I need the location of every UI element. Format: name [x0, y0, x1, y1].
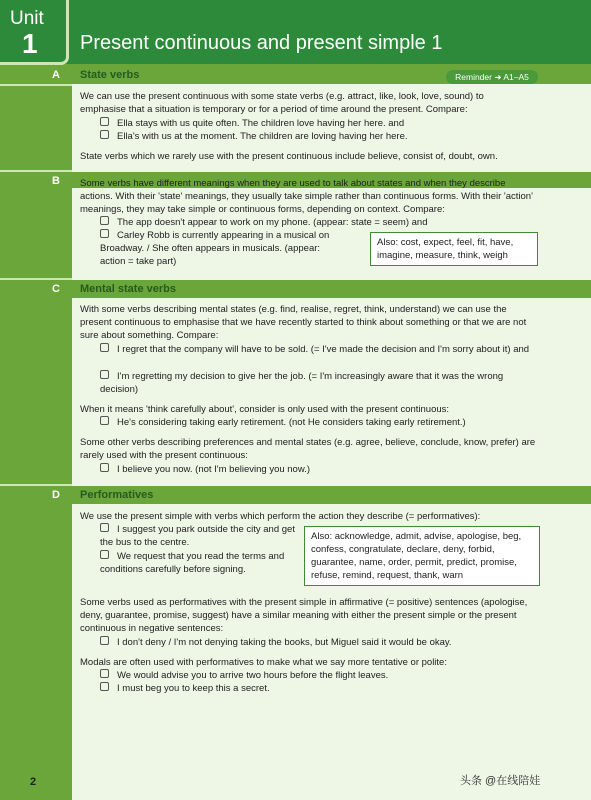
section-c-example-4 — [100, 463, 538, 476]
section-b-divider — [0, 170, 72, 172]
reminder-badge: Reminder ➜ A1–A5 — [446, 70, 538, 84]
section-c-intro: With some verbs describing mental states (e.g. find, realise, regret, think, understand) we can use the present continuous to emphasise that we have recently started to think about something or that we are not sure about something. Compare: — [80, 304, 527, 341]
section-d-example-5 — [100, 682, 538, 695]
checkbox-icon — [100, 682, 109, 691]
section-a-letter: A — [52, 69, 60, 81]
section-a-divider — [0, 84, 72, 86]
example-text: I regret that the company will have to be sold. (= I've made the decision and I'm sorry about it) and — [117, 344, 530, 355]
checkbox-icon — [100, 117, 109, 126]
section-a-title: State verbs — [80, 69, 140, 81]
section-c-example-3 — [100, 416, 538, 429]
section-c-consider: When it means 'think carefully about', consider is only used with the present continuous: — [80, 404, 450, 415]
example-text: I suggest you park outside the city and get the bus to the centre. — [100, 524, 295, 548]
section-c-divider — [0, 278, 72, 280]
section-a-rare: State verbs which we rarely use with the present continuous include believe, consist of, doubt, own. — [80, 151, 498, 162]
section-c-title: Mental state verbs — [80, 283, 176, 295]
section-c-other: Some other verbs describing preferences and mental states (e.g. agree, believe, conclude, know, prefer) are rarely used with the present continuous: — [80, 437, 536, 461]
checkbox-icon — [100, 216, 109, 225]
checkbox-icon — [100, 416, 109, 425]
section-c-example-1 — [100, 343, 538, 356]
section-c-example-2 — [100, 370, 538, 396]
section-a-example-2 — [100, 130, 530, 143]
example-text: The app doesn't appear to work on my phone. (appear: state = seem) and — [117, 217, 428, 228]
checkbox-icon — [100, 370, 109, 379]
section-d-some: Some verbs used as performatives with the present simple in affirmative (= positive) sentences (apologise, deny, guarantee, promise, suggest) have a similar meaning with either the present simple or the present continuous in negative sentences: — [80, 597, 528, 634]
example-text: I don't deny / I'm not denying taking the books, but Miguel said it would be okay. — [117, 637, 452, 648]
section-d-also-box: Also: acknowledge, admit, advise, apologise, beg, confess, congratulate, declare, deny, forbid, guarantee, name, order, permit, predict, promise, refuse, remind, request, thank, warn — [304, 526, 540, 586]
checkbox-icon — [100, 229, 109, 238]
checkbox-icon — [100, 550, 109, 559]
page-title: Present continuous and present simple 1 — [80, 32, 443, 54]
checkbox-icon — [100, 636, 109, 645]
unit-number: 1 — [22, 28, 38, 59]
example-text: Carley Robb is currently appearing in a musical on Broadway. / She often appears in musicals. (appear: action = take part) — [100, 230, 330, 267]
section-b-also-box: Also: cost, expect, feel, fit, have, imagine, measure, think, weigh — [370, 232, 538, 266]
example-text: Ella's with us at the moment. The children are loving having her here. — [117, 131, 408, 142]
section-d-example-4 — [100, 669, 538, 682]
section-b-intro: Some verbs have different meanings when they are used to talk about states and when they describe actions. With their 'state' meanings, they usually take simple rather than continuous forms. With their 'action' meanings, they may take simple or continuous forms, depending on context. Compare: — [80, 178, 533, 215]
watermark: 头条 @在线陪娃 — [460, 775, 541, 787]
example-text: I believe you now. (not I'm believing you now.) — [117, 464, 310, 475]
example-text: He's considering taking early retirement. (not He considers taking early retirement.) — [117, 417, 466, 428]
example-text: We would advise you to arrive two hours before the flight leaves. — [117, 670, 389, 681]
unit-tab — [0, 0, 69, 65]
example-text: I must beg you to keep this a secret. — [117, 683, 270, 694]
section-d-title: Performatives — [80, 489, 154, 501]
checkbox-icon — [100, 343, 109, 352]
example-text: I'm regretting my decision to give her the job. (= I'm increasingly aware that it was the wrong decision) — [100, 371, 504, 395]
section-b-example-1 — [100, 216, 530, 229]
checkbox-icon — [100, 523, 109, 532]
section-d-divider — [0, 484, 72, 486]
section-c-letter: C — [52, 283, 60, 295]
checkbox-icon — [100, 669, 109, 678]
section-b-letter: B — [52, 175, 60, 187]
section-a-intro: We can use the present continuous with some state verbs (e.g. attract, like, look, love, sound) to emphasise that a situation is temporary or for a period of time around the present. Compare: — [80, 91, 484, 115]
section-b-example-2 — [100, 229, 330, 268]
section-d-example-3 — [100, 636, 538, 649]
page-number: 2 — [30, 776, 37, 788]
section-d-intro: We use the present simple with verbs which perform the action they describe (= performatives): — [80, 511, 481, 522]
example-text: Ella stays with us quite often. The children love having her here. and — [117, 118, 405, 129]
checkbox-icon — [100, 463, 109, 472]
checkbox-icon — [100, 130, 109, 139]
section-a-example-1 — [100, 117, 530, 130]
section-d-letter: D — [52, 489, 60, 501]
section-d-modals: Modals are often used with performatives to make what we say more tentative or polite: — [80, 657, 447, 668]
unit-word: Unit — [10, 8, 44, 29]
section-d-example-2 — [100, 550, 298, 576]
example-text: We request that you read the terms and conditions carefully before signing. — [100, 551, 285, 575]
section-d-example-1 — [100, 523, 298, 549]
